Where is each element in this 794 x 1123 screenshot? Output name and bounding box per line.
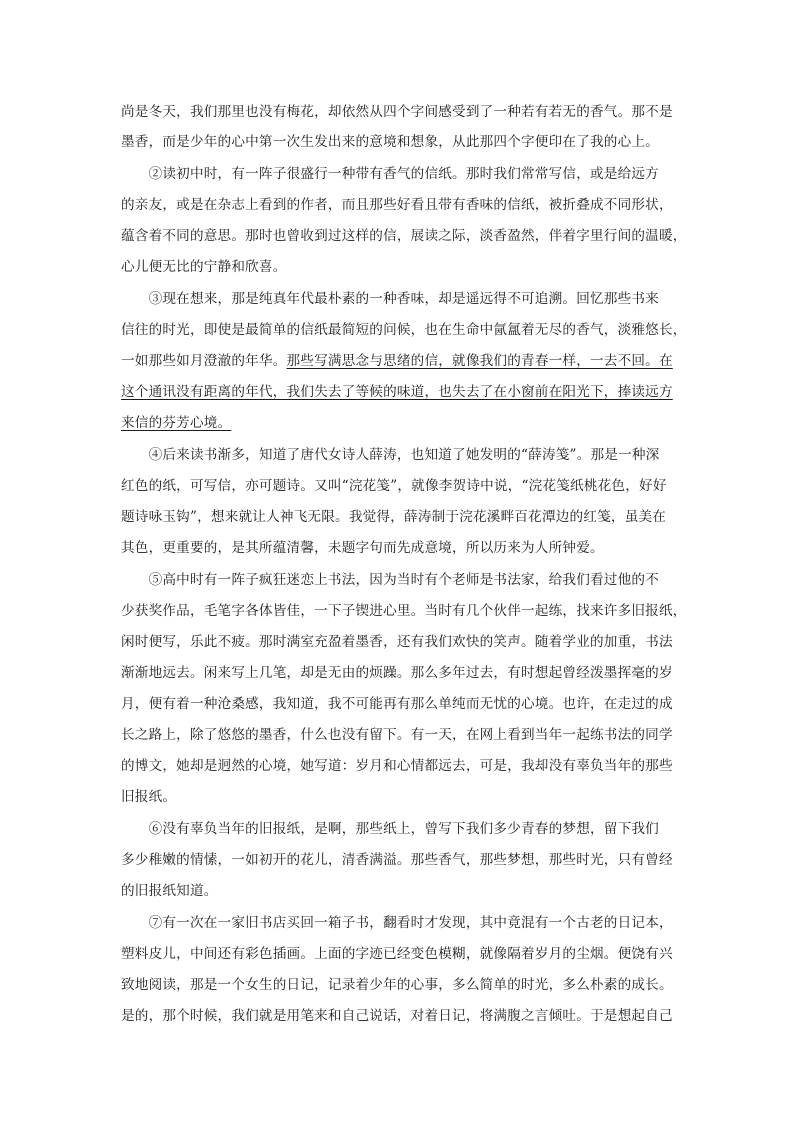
text-line: 信往的时光，即使是最简单的信纸最简短的问候，也在生命中氤氲着无尽的香气，淡雅悠长， xyxy=(121,322,687,338)
text-line: 的旧报纸知道。 xyxy=(121,883,218,899)
underlined-text-line: 这个通讯没有距离的年代，我们失去了等候的味道，也失去了在小窗前在阳光下，捧读远方 xyxy=(121,384,673,400)
text-line: 题诗咏玉钩”，想来就让人神飞无限。我觉得，薛涛制于浣花溪畔百花潭边的红笺，虽美在 xyxy=(121,509,667,525)
text-line: ③现在想来，那是纯真年代最朴素的一种香味，却是遥远得不可追溯。回忆那些书来 xyxy=(121,291,659,307)
text-line: 闲时便写，乐此不疲。那时满室充盈着墨香，还有我们欢快的笑声。随着学业的加重，书法 xyxy=(121,634,673,650)
underlined-text: 那些写满思念与思绪的信，就像我们的青春一样，一去不回。在 xyxy=(286,353,673,369)
text-line: ⑤高中时有一阵子疯狂迷恋上书法，因为当时有个老师是书法家，给我们看过他的不 xyxy=(121,572,659,588)
text-line: 墨香，而是少年的心中第一次生发出来的意境和想象，从此那四个字便印在了我的心上。 xyxy=(121,134,659,150)
text-line xyxy=(121,352,681,370)
text-line: ⑥没有辜负当年的旧报纸，是啊，那些纸上，曾写下我们多少青春的梦想，留下我们 xyxy=(121,821,659,837)
text-line: 渐渐地远去。闲来写上几笔，却是无由的烦躁。那么多年过去，有时想起曾经泼墨挥毫的岁 xyxy=(121,665,673,681)
text-line: ④后来读书渐多，知道了唐代女诗人薛涛，也知道了她发明的“薛涛笺”。那是一种深 xyxy=(121,447,660,463)
text-line: 蕴含着不同的意思。那时也曾收到过这样的信，展读之际，淡香盈然，伴着字里行间的温暖， xyxy=(121,228,687,244)
text-line: ⑦有一次在一家旧书店买回一箱子书，翻看时才发现，其中竟混有一个古老的日记本， xyxy=(121,915,673,931)
text-line: 月，便有着一种沧桑感，我知道，我不可能再有那么单纯而无忧的心境。也许，在走过的成 xyxy=(121,696,673,712)
text-line: 长之路上，除了悠悠的墨香，什么也没有留下。有一天，在网上看到当年一起练书法的同学 xyxy=(121,727,673,743)
text-line: 多少稚嫩的情愫，一如初开的花儿，清香满溢。那些香气，那些梦想，那些时光，只有曾经 xyxy=(121,852,673,868)
text-line: 尚是冬天，我们那里也没有梅花，却依然从四个字间感受到了一种若有若无的香气。那不是 xyxy=(121,104,673,120)
text-line: 的亲友，或是在杂志上看到的作者，而且那些好看且带有香味的信纸，被折叠成不同形状， xyxy=(121,197,673,213)
text-line: 少获奖作品，毛笔字各体皆佳，一下子锲进心里。当时有几个伙伴一起练，找来许多旧报纸， xyxy=(121,603,687,619)
text-line: 红色的纸，可写信，亦可题诗。又叫“浣花笺”，就像李贺诗中说，“浣花笺纸桃花色，好好 xyxy=(121,478,667,494)
text-line: 心儿便无比的宁静和欣喜。 xyxy=(121,259,287,275)
text-line: 致地阅读，那是一个女生的日记，记录着少年的心事，多么简单的时光，多么朴素的成长。 xyxy=(121,977,673,993)
text-line: ②读初中时，有一阵子很盛行一种带有香气的信纸。那时我们常常写信，或是给远方 xyxy=(121,166,659,182)
underlined-text-line: 来信的芬芳心境。 xyxy=(121,415,232,431)
text-line: 是的，那个时候，我们就是用笔来和自己说话，对着日记，将满腹之言倾吐。于是想起自己 xyxy=(121,1008,673,1024)
text-line: 其色，更重要的，是其所蕴清馨，未题字句而先成意境，所以历来为人所钟爱。 xyxy=(121,540,604,556)
text-line: 塑料皮儿，中间还有彩色插画。上面的字迹已经变色模糊，就像隔着岁月的尘烟。便饶有兴 xyxy=(121,946,673,962)
text-line: 旧报纸。 xyxy=(121,789,177,805)
text-segment: 一如那些如月澄澈的年华。 xyxy=(121,353,287,369)
text-line: 的博文，她却是迥然的心境，她写道：岁月和心情都远去，可是，我却没有辜负当年的那些 xyxy=(121,758,673,774)
